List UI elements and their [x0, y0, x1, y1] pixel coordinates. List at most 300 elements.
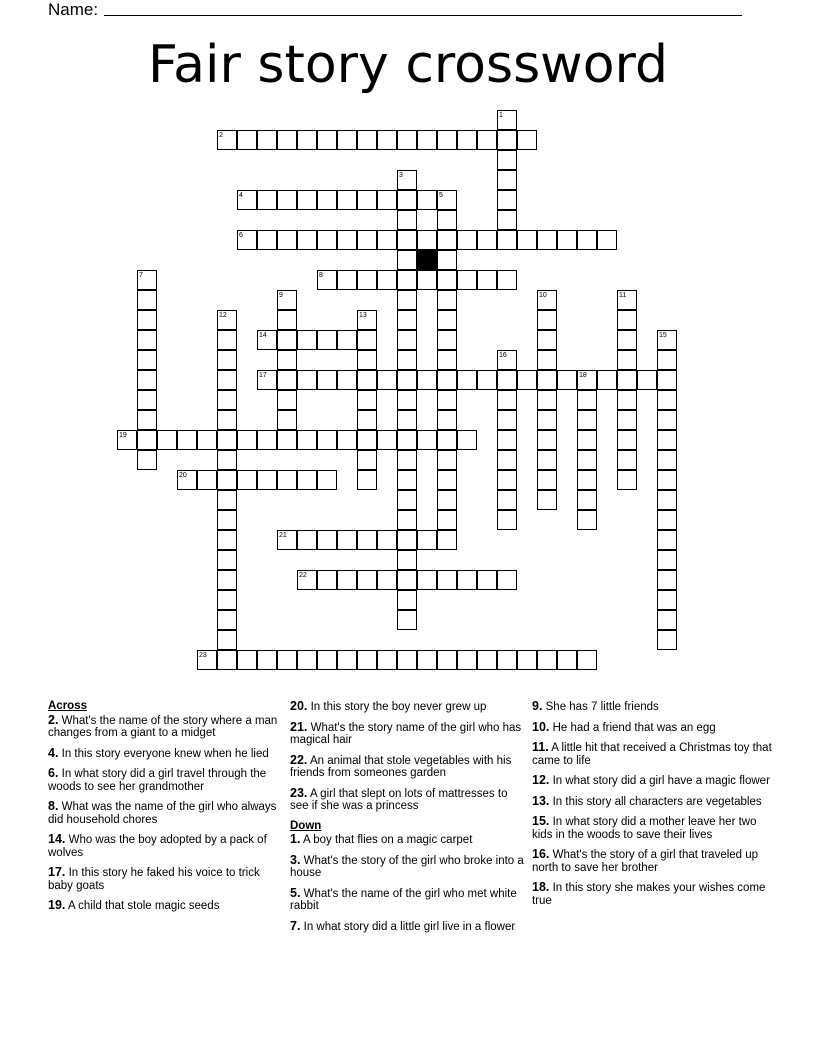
grid-cell[interactable] [397, 170, 417, 190]
grid-cell[interactable] [657, 530, 677, 550]
clue-text: A child that stole magic seeds [65, 900, 220, 912]
grid-cell[interactable] [397, 270, 417, 290]
grid-cell[interactable] [397, 550, 417, 570]
grid-cell[interactable] [377, 430, 397, 450]
grid-cell[interactable] [397, 190, 417, 210]
clue-number-label: 21 [279, 532, 287, 539]
grid-cell[interactable] [137, 370, 157, 390]
grid-cell[interactable] [617, 450, 637, 470]
grid-cell[interactable] [657, 410, 677, 430]
grid-cell[interactable] [497, 390, 517, 410]
grid-cell[interactable] [277, 390, 297, 410]
grid-cell[interactable] [577, 650, 597, 670]
grid-cell[interactable] [137, 310, 157, 330]
grid-cell[interactable] [377, 230, 397, 250]
grid-cell[interactable] [497, 270, 517, 290]
grid-cell[interactable] [357, 310, 377, 330]
grid-cell[interactable] [517, 230, 537, 250]
grid-cell[interactable] [537, 290, 557, 310]
clue-text: In what story did a mother leave her two kids in the woods to save their lives [532, 816, 757, 841]
grid-cell[interactable] [417, 190, 437, 210]
grid-cell[interactable] [557, 230, 577, 250]
grid-cell[interactable] [537, 330, 557, 350]
grid-cell[interactable] [137, 270, 157, 290]
grid-cell[interactable] [437, 470, 457, 490]
grid-cell[interactable] [577, 230, 597, 250]
grid-cell[interactable] [237, 650, 257, 670]
grid-cell[interactable] [217, 530, 237, 550]
grid-cell[interactable] [437, 450, 457, 470]
grid-cell[interactable] [217, 450, 237, 470]
grid-cell[interactable] [577, 370, 597, 390]
grid-cell[interactable] [357, 330, 377, 350]
grid-cell[interactable] [177, 470, 197, 490]
grid-cell[interactable] [217, 630, 237, 650]
grid-cell[interactable] [337, 570, 357, 590]
grid-cell[interactable] [397, 650, 417, 670]
grid-cell[interactable] [457, 570, 477, 590]
grid-cell[interactable] [137, 350, 157, 370]
grid-cell[interactable] [357, 650, 377, 670]
grid-cell[interactable] [297, 370, 317, 390]
grid-cell[interactable] [617, 430, 637, 450]
grid-cell[interactable] [217, 370, 237, 390]
grid-cell[interactable] [337, 430, 357, 450]
grid-cell[interactable] [137, 290, 157, 310]
grid-cell[interactable] [577, 410, 597, 430]
grid-cell[interactable] [497, 370, 517, 390]
grid-cell[interactable] [437, 190, 457, 210]
grid-cell[interactable] [277, 290, 297, 310]
grid-cell[interactable] [477, 370, 497, 390]
grid-cell[interactable] [437, 410, 457, 430]
grid-cell[interactable] [437, 510, 457, 530]
grid-cell[interactable] [497, 210, 517, 230]
grid-cell[interactable] [397, 330, 417, 350]
clue-number: 4. [48, 745, 59, 760]
grid-cell[interactable] [317, 570, 337, 590]
grid-cell[interactable] [617, 470, 637, 490]
grid-cell[interactable] [657, 610, 677, 630]
grid-cell[interactable] [277, 330, 297, 350]
grid-cell[interactable] [437, 230, 457, 250]
grid-cell[interactable] [397, 490, 417, 510]
clue-number: 10. [532, 719, 550, 734]
grid-cell[interactable] [497, 130, 517, 150]
grid-cell[interactable] [357, 390, 377, 410]
grid-cell[interactable] [257, 230, 277, 250]
grid-cell[interactable] [657, 630, 677, 650]
grid-cell[interactable] [617, 410, 637, 430]
grid-cell[interactable] [137, 410, 157, 430]
grid-cell[interactable] [197, 430, 217, 450]
grid-cell[interactable] [397, 410, 417, 430]
grid-cell[interactable] [577, 390, 597, 410]
grid-cell[interactable] [377, 530, 397, 550]
grid-cell[interactable] [217, 610, 237, 630]
grid-cell[interactable] [597, 230, 617, 250]
clue-number-label: 16 [499, 352, 507, 359]
grid-cell[interactable] [217, 550, 237, 570]
grid-cell[interactable] [617, 370, 637, 390]
grid-cell[interactable] [437, 530, 457, 550]
page-title: Fair story crossword [148, 35, 668, 95]
grid-cell[interactable] [277, 530, 297, 550]
clue-number-label: 19 [119, 432, 127, 439]
grid-cell[interactable] [217, 470, 237, 490]
grid-cell[interactable] [377, 650, 397, 670]
grid-cell[interactable] [297, 530, 317, 550]
grid-cell[interactable] [437, 370, 457, 390]
grid-cell[interactable] [257, 130, 277, 150]
grid-cell[interactable] [217, 350, 237, 370]
grid-cell[interactable] [357, 230, 377, 250]
grid-cell[interactable] [457, 370, 477, 390]
clue-text: A boy that flies on a magic carpet [300, 834, 473, 846]
grid-cell[interactable] [337, 130, 357, 150]
grid-cell[interactable] [617, 310, 637, 330]
grid-cell[interactable] [497, 170, 517, 190]
grid-cell[interactable] [317, 470, 337, 490]
grid-cell[interactable] [317, 370, 337, 390]
clues-column-3 [532, 700, 772, 914]
grid-cell[interactable] [357, 410, 377, 430]
grid-cell[interactable] [437, 350, 457, 370]
grid-cell[interactable] [197, 650, 217, 670]
grid-cell[interactable] [477, 570, 497, 590]
grid-cell[interactable] [397, 570, 417, 590]
grid-cell[interactable] [537, 230, 557, 250]
grid-cell[interactable] [397, 430, 417, 450]
grid-cell[interactable] [477, 130, 497, 150]
grid-cell[interactable] [377, 130, 397, 150]
grid-cell[interactable] [217, 510, 237, 530]
grid-cell[interactable] [397, 210, 417, 230]
grid-cell[interactable] [217, 590, 237, 610]
grid-cell[interactable] [337, 650, 357, 670]
grid-cell[interactable] [437, 290, 457, 310]
grid-cell[interactable] [237, 430, 257, 450]
grid-cell[interactable] [257, 650, 277, 670]
grid-cell[interactable] [277, 410, 297, 430]
grid-cell[interactable] [217, 310, 237, 330]
name-label-text: Name: [48, 0, 99, 19]
grid-cell[interactable] [297, 650, 317, 670]
clue-number: 7. [290, 918, 301, 933]
grid-cell[interactable] [417, 430, 437, 450]
clue-number-label: 7 [139, 272, 143, 279]
grid-cell[interactable] [497, 510, 517, 530]
grid-cell[interactable] [537, 650, 557, 670]
grid-cell[interactable] [397, 530, 417, 550]
grid-cell[interactable] [317, 270, 337, 290]
grid-cell[interactable] [397, 250, 417, 270]
grid-cell[interactable] [497, 110, 517, 130]
grid-cell[interactable] [257, 330, 277, 350]
grid-cell[interactable] [397, 290, 417, 310]
grid-cell[interactable] [157, 430, 177, 450]
grid-cell[interactable] [337, 270, 357, 290]
grid-cell[interactable] [377, 370, 397, 390]
grid-cell[interactable] [217, 490, 237, 510]
grid-cell[interactable] [617, 390, 637, 410]
grid-cell[interactable] [217, 130, 237, 150]
grid-cell[interactable] [237, 190, 257, 210]
grid-cell[interactable] [277, 370, 297, 390]
grid-cell[interactable] [577, 450, 597, 470]
grid-cell[interactable] [357, 570, 377, 590]
grid-cell[interactable] [477, 650, 497, 670]
grid-cell[interactable] [217, 330, 237, 350]
clues-column-1 [48, 700, 280, 920]
grid-cell[interactable] [397, 230, 417, 250]
grid-cell[interactable] [437, 270, 457, 290]
grid-cell[interactable] [397, 310, 417, 330]
grid-cell[interactable] [497, 430, 517, 450]
grid-cell[interactable] [657, 330, 677, 350]
grid-cell[interactable] [417, 370, 437, 390]
grid-cell[interactable] [557, 370, 577, 390]
grid-cell[interactable] [357, 430, 377, 450]
grid-cell[interactable] [237, 470, 257, 490]
grid-cell[interactable] [517, 370, 537, 390]
grid-cell[interactable] [437, 490, 457, 510]
grid-cell[interactable] [217, 390, 237, 410]
grid-cell[interactable] [357, 530, 377, 550]
clue-number: 23. [290, 785, 308, 800]
grid-cell[interactable] [217, 430, 237, 450]
grid-cell[interactable] [297, 230, 317, 250]
grid-cell[interactable] [437, 390, 457, 410]
grid-cell[interactable] [517, 650, 537, 670]
grid-cell[interactable] [537, 310, 557, 330]
grid-cell[interactable] [337, 370, 357, 390]
clue-number: 22. [290, 752, 308, 767]
grid-cell[interactable] [537, 390, 557, 410]
grid-cell[interactable] [357, 450, 377, 470]
grid-cell[interactable] [377, 270, 397, 290]
grid-cell[interactable] [237, 230, 257, 250]
grid-cell[interactable] [397, 510, 417, 530]
grid-cell[interactable] [257, 470, 277, 490]
grid-cell[interactable] [337, 190, 357, 210]
grid-cell[interactable] [497, 450, 517, 470]
grid-cell[interactable] [317, 130, 337, 150]
clue-number: 3. [290, 852, 301, 867]
grid-cell[interactable] [117, 430, 137, 450]
grid-cell[interactable] [337, 530, 357, 550]
grid-cell[interactable] [397, 610, 417, 630]
grid-cell[interactable] [137, 450, 157, 470]
grid-cell[interactable] [277, 350, 297, 370]
grid-cell[interactable] [497, 230, 517, 250]
grid-cell[interactable] [497, 350, 517, 370]
grid-cell[interactable] [437, 650, 457, 670]
clue-item [48, 866, 280, 892]
grid-cell[interactable] [537, 410, 557, 430]
grid-cell[interactable] [617, 290, 637, 310]
grid-cell[interactable] [657, 570, 677, 590]
grid-cell[interactable] [497, 490, 517, 510]
grid-cell[interactable] [397, 370, 417, 390]
grid-cell[interactable] [417, 650, 437, 670]
grid-cell[interactable] [337, 330, 357, 350]
grid-cell[interactable] [277, 130, 297, 150]
grid-cell[interactable] [517, 130, 537, 150]
clue-text: In this story she makes your wishes come true [532, 882, 766, 907]
grid-cell[interactable] [437, 330, 457, 350]
clue-item [532, 700, 772, 714]
grid-cell[interactable] [277, 230, 297, 250]
grid-cell[interactable] [657, 510, 677, 530]
clue-number: 2. [48, 712, 59, 727]
grid-cell[interactable] [597, 370, 617, 390]
grid-cell[interactable] [437, 130, 457, 150]
grid-cell[interactable] [377, 190, 397, 210]
grid-cell[interactable] [277, 190, 297, 210]
grid-cell[interactable] [177, 430, 197, 450]
clue-text: What's the story of a girl that traveled up north to save her brother [532, 849, 759, 874]
grid-cell[interactable] [537, 490, 557, 510]
grid-cell[interactable] [137, 390, 157, 410]
grid-cell[interactable] [437, 250, 457, 270]
grid-cell[interactable] [437, 210, 457, 230]
clue-number: 9. [532, 699, 543, 713]
grid-cell[interactable] [577, 510, 597, 530]
grid-cell[interactable] [217, 570, 237, 590]
grid-cell[interactable] [637, 370, 657, 390]
clue-item [532, 721, 772, 735]
grid-cell[interactable] [657, 590, 677, 610]
clue-number-label: 12 [219, 312, 227, 319]
grid-cell[interactable] [457, 430, 477, 450]
grid-cell[interactable] [537, 450, 557, 470]
grid-cell[interactable] [317, 430, 337, 450]
grid-cell[interactable] [397, 130, 417, 150]
grid-cell[interactable] [497, 410, 517, 430]
grid-cell[interactable] [497, 570, 517, 590]
grid-cell[interactable] [657, 470, 677, 490]
grid-cell[interactable] [657, 490, 677, 510]
grid-cell[interactable] [437, 310, 457, 330]
grid-cell[interactable] [377, 570, 397, 590]
grid-cell[interactable] [317, 190, 337, 210]
grid-cell[interactable] [477, 230, 497, 250]
grid-cell[interactable] [417, 130, 437, 150]
grid-cell[interactable] [357, 270, 377, 290]
grid-cell[interactable] [137, 330, 157, 350]
grid-cell[interactable] [357, 470, 377, 490]
grid-cell[interactable] [137, 430, 157, 450]
grid-cell[interactable] [257, 430, 277, 450]
grid-cell[interactable] [437, 570, 457, 590]
grid-cell[interactable] [657, 370, 677, 390]
grid-cell[interactable] [577, 490, 597, 510]
grid-cell[interactable] [277, 310, 297, 330]
clue-item [48, 833, 280, 859]
grid-cell[interactable] [317, 330, 337, 350]
grid-cell[interactable] [537, 430, 557, 450]
clue-number: 14. [48, 832, 66, 846]
grid-cell[interactable] [557, 650, 577, 670]
grid-cell[interactable] [457, 650, 477, 670]
grid-cell[interactable] [537, 370, 557, 390]
grid-cell[interactable] [417, 270, 437, 290]
clue-text: In this story everyone knew when he lied [58, 747, 269, 760]
grid-cell[interactable] [277, 430, 297, 450]
grid-cell[interactable] [537, 350, 557, 370]
grid-cell[interactable] [237, 130, 257, 150]
grid-cell[interactable] [317, 530, 337, 550]
grid-cell[interactable] [417, 230, 437, 250]
grid-cell[interactable] [277, 650, 297, 670]
grid-cell[interactable] [297, 470, 317, 490]
grid-cell[interactable] [397, 450, 417, 470]
grid-cell[interactable] [417, 570, 437, 590]
clue-item [290, 887, 526, 913]
grid-cell[interactable] [457, 230, 477, 250]
grid-cell[interactable] [257, 370, 277, 390]
grid-cell[interactable] [337, 230, 357, 250]
grid-cell[interactable] [437, 430, 457, 450]
grid-cell[interactable] [297, 130, 317, 150]
clue-number-label: 8 [319, 272, 323, 279]
grid-cell[interactable] [257, 190, 277, 210]
grid-cell[interactable] [657, 390, 677, 410]
grid-cell[interactable] [417, 530, 437, 550]
grid-cell[interactable] [457, 130, 477, 150]
grid-cell[interactable] [297, 570, 317, 590]
clue-text: In this story the boy never grew up [307, 701, 487, 713]
grid-cell[interactable] [617, 330, 637, 350]
grid-cell[interactable] [317, 230, 337, 250]
grid-cell[interactable] [577, 470, 597, 490]
grid-cell[interactable] [297, 190, 317, 210]
grid-cell[interactable] [617, 350, 637, 370]
grid-cell[interactable] [657, 450, 677, 470]
grid-cell[interactable] [277, 470, 297, 490]
clue-item [290, 854, 526, 880]
grid-cell[interactable] [537, 470, 557, 490]
clue-text: What's the name of the girl who met white rabbit [290, 887, 517, 912]
grid-cell[interactable] [357, 190, 377, 210]
grid-cell[interactable] [197, 470, 217, 490]
grid-cell[interactable] [217, 650, 237, 670]
grid-cell[interactable] [357, 130, 377, 150]
grid-cell[interactable] [657, 350, 677, 370]
grid-cell[interactable] [357, 350, 377, 370]
grid-cell[interactable] [657, 550, 677, 570]
grid-cell[interactable] [577, 430, 597, 450]
grid-cell[interactable] [357, 370, 377, 390]
grid-cell[interactable] [497, 150, 517, 170]
grid-cell[interactable] [397, 590, 417, 610]
clue-number-label: 18 [579, 372, 587, 379]
grid-cell[interactable] [297, 430, 317, 450]
grid-cell[interactable] [497, 470, 517, 490]
grid-cell[interactable] [497, 650, 517, 670]
grid-cell[interactable] [657, 430, 677, 450]
grid-cell[interactable] [397, 390, 417, 410]
grid-cell[interactable] [397, 470, 417, 490]
grid-cell[interactable] [497, 190, 517, 210]
grid-cell[interactable] [477, 270, 497, 290]
grid-cell[interactable] [297, 330, 317, 350]
grid-cell[interactable] [217, 410, 237, 430]
grid-cell[interactable] [317, 650, 337, 670]
grid-cell[interactable] [457, 270, 477, 290]
grid-cell[interactable] [397, 350, 417, 370]
